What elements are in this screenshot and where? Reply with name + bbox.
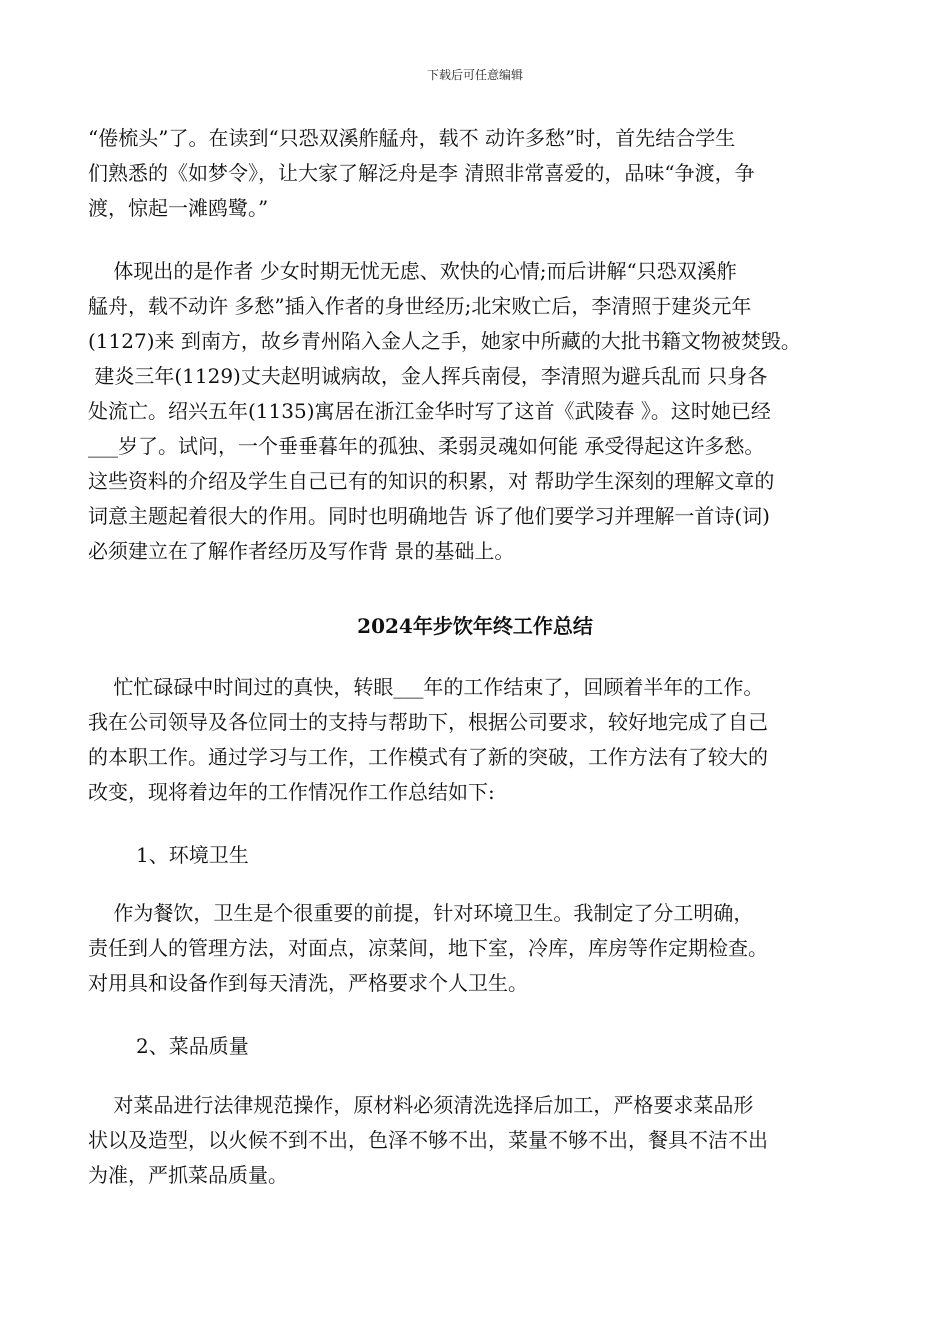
text-line: 这些资料的介绍及学生自己已有的知识的积累，对 帮助学生深刻的理解文章的	[88, 469, 775, 493]
text-line: 词意主题起着很大的作用。同时也明确地告 诉了他们要学习并理解一首诗(词)	[88, 504, 770, 528]
paragraph-4	[88, 896, 868, 1001]
text-line: 艋舟，载不动许 多愁”插入作者的身世经历;北宋败亡后，李清照于建炎元年	[88, 294, 752, 318]
section-title: 2024年步饮年终工作总结	[357, 614, 593, 638]
text-line: 我在公司领导及各位同士的支持与帮助下，根据公司要求，较好地完成了自己	[88, 710, 768, 734]
text-line: 必须建立在了解作者经历及写作背 景的基础上。	[88, 539, 515, 563]
heading-dish-quality: 2、菜品质量	[136, 1034, 249, 1058]
text-line: 状以及造型，以火候不到不出，色泽不够不出，菜量不够不出，餐具不洁不出	[88, 1128, 768, 1152]
text-line: 责任到人的管理方法，对面点，凉菜间，地下室，冷库，库房等作定期检查。	[88, 936, 768, 960]
text-line: “倦梳头”了。在读到“只恐双溪舴艋舟，载不 动许多愁”时，首先结合学生	[88, 126, 736, 150]
text-line: 忙忙碌碌中时间过的真快，转眼___年的工作结束了，回顾着半年的工作。	[88, 675, 764, 699]
text-line: (1127)来 到南方，故乡青州陷入金人之手，她家中所藏的大批书籍文物被焚毁。	[88, 329, 801, 353]
text-line: 们熟悉的《如梦令》，让大家了解泛舟是李 清照非常喜爱的，品味“争渡，争	[88, 161, 755, 185]
text-line: 对菜品进行法律规范操作，原材料必须清洗选择后加工，严格要求菜品形	[88, 1093, 754, 1117]
text-line: 处流亡。绍兴五年(1135)寓居在浙江金华时写了这首《武陵春 》。这时她已经	[88, 399, 771, 423]
text-line: 的本职工作。通过学习与工作，工作模式有了新的突破，工作方法有了较大的	[88, 745, 768, 769]
text-line: 改变，现将着边年的工作情况作工作总结如下:	[88, 780, 495, 804]
text-line: 为准，严抓菜品质量。	[88, 1163, 288, 1187]
text-line: 体现出的是作者 少女时期无忧无虑、欢快的心情;而后讲解“只恐双溪舴	[88, 259, 737, 283]
text-line: ___岁了。试问，一个垂垂暮年的孤独、柔弱灵魂如何能 承受得起这许多愁。	[88, 434, 765, 458]
heading-environment-hygiene: 1、环境卫生	[136, 843, 249, 867]
text-line: 建炎三年(1129)丈夫赵明诚病故，金人挥兵南侵，李清照为避兵乱而 只身各	[88, 364, 768, 388]
text-line: 渡，惊起一滩鸥鹭。”	[88, 196, 269, 220]
page-header: 下载后可任意编辑	[426, 68, 523, 82]
text-line: 对用具和设备作到每天清洗，严格要求个人卫生。	[88, 971, 528, 995]
paragraph-2	[88, 254, 868, 569]
paragraph-1	[88, 121, 868, 226]
paragraph-3	[88, 670, 868, 810]
text-line: 作为餐饮，卫生是个很重要的前提，针对环境卫生。我制定了分工明确，	[88, 901, 754, 925]
paragraph-5	[88, 1088, 868, 1193]
